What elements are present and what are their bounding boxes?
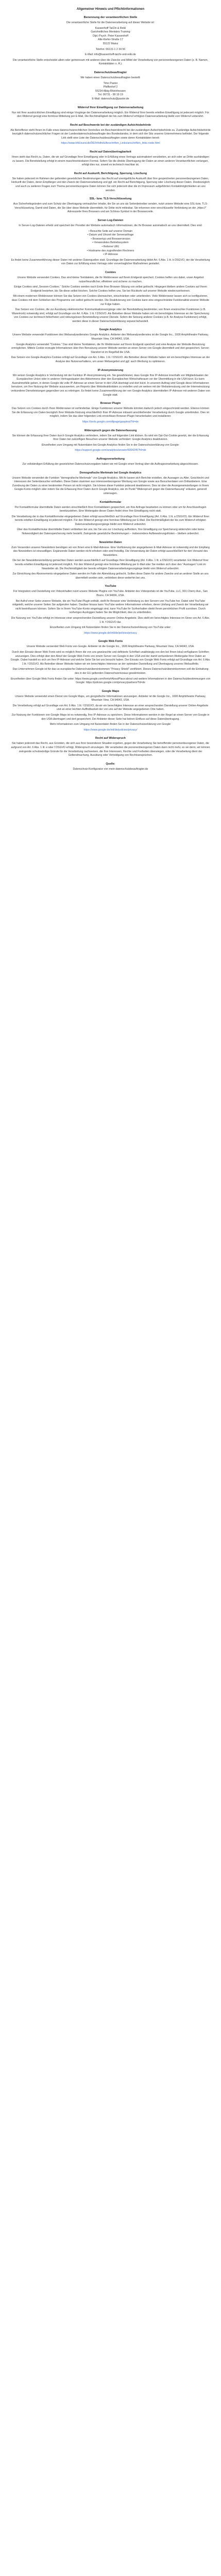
link-line <box>10 728 211 733</box>
section-heading: Google Web Fonts <box>98 640 123 643</box>
footer-text: Datenschutz-Konfigurator von mein-datenschutzbeauftragter.de <box>73 767 148 771</box>
section-heading: Auftragsverarbeitung <box>96 457 125 461</box>
section-paragraph: Das Setzen von Cookies durch Ihren Webbrowser ist verhinderbar. Einige Funktionen unserer Website könnten dadurch jedoch eingeschränkt werden. Ebenso können Sie die Erfassung von Daten bezüglich Ihrer Website-Nutzung einschließlich Ihrer IP-Adresse mitsamt anschließender Verarbeitung durch Google unterbinden. Dies ist möglich, indem Sie das über folgenden Link erreichbare Browser-Plugin herunterladen und installieren: <box>11 407 210 418</box>
section <box>10 500 211 536</box>
link-line <box>10 632 211 636</box>
section-paragraph: Einzelheiten zum Umgang mit Nutzerdaten finden Sie in der Datenschutzerklärung von YouTube unter: <box>49 626 172 630</box>
section <box>10 401 211 424</box>
section-paragraph: Einzelheiten über Google Web Fonts finden Sie unter: https://www.google.com/fonts#AboutPlace:about und weitere Informationen in den Datenschutzbestimmungen von Google: https://policies.google.com/privacy/partners?hl=de <box>10 677 211 685</box>
section-paragraph: Sie haben jederzeit das Recht, aus Gründen, die sich aus Ihrer besonderen Situation ergeben, gegen die Verarbeitung Sie betreffender personenbezogener Daten, die aufgrund von Art. 6 Abs. 1 lit. e oder f DSGVO erfolgt, Widerspruch einzulegen. Wir verarbeiten die personenbezogenen Daten dann nicht mehr, es sei denn, wir können zwingende schutzwürdige Gründe für die Verarbeitung nachweisen, die Ihre Interessen, Rechte und Freiheiten überwiegen, oder die Verarbeitung dient der Geltendmachung, Ausübung oder Verteidigung von Rechtsansprüchen. <box>11 742 210 757</box>
section-paragraph: Unsere Website verwendet Funktionen des Webanalysedienstes Google Analytics. Anbieter des Webanalysedienstes ist die Google Inc., 1600 Amphitheatre Parkway, Mountain View, CA 94043, USA. <box>12 333 209 341</box>
section-paragraph: Unsere Website verwendet Cookies. Das sind kleine Textdateien, die Ihr Webbrowser auf Ihrem Endgerät speichert. Cookies helfen uns dabei, unser Angebot nutzerfreundlicher, effektiver und sicherer zu machen. <box>17 276 204 283</box>
section-paragraph: Nur mit Ihrer ausdrücklichen Einwilligung sind einige Vorgänge der Datenverarbeitung möglich. Ein Widerruf Ihrer bereits erteilten Einwilligung ist jederzeit möglich. Für den Widerruf genügt eine formlose Mitteilung per E-Mail. Die Rechtmäßigkeit der bis zum Widerruf erfolgten Datenverarbeitung bleibt vom Widerruf unberührt. <box>12 111 209 118</box>
section <box>10 123 211 146</box>
address-block <box>10 82 211 101</box>
section-paragraph: Über das Kontaktformular übermittelte Daten verbleiben bei uns, bis Sie uns zur Löschung auffordern, Ihre Einwilligung zur Speicherung widerrufen oder keine Notwendigkeit der Datenspeicherung mehr besteht. Zwingende gesetzliche Bestimmungen – insbesondere Aufbewahrungsfristen – bleiben unberührt. <box>16 528 205 536</box>
footer-heading: Quelle: <box>106 762 115 766</box>
section-paragraph: Zum Versenden unseres Newsletters benötigen wir von Ihnen eine E-Mail-Adresse. Eine Verifizierung der angegebenen E-Mail-Adresse ist notwendig und der Empfang des Newsletters ist einzuwilligen. Ergänzende Daten werden nicht erhoben oder sind freiwillig. Die Verwendung der Daten erfolgt ausschließlich für den Versand des Newsletters. <box>11 546 210 557</box>
list-item: • Verwendetes Betriebssystem <box>10 241 211 245</box>
section-paragraph: Einzelheiten zum Umgang mit Nutzerdaten bei Google Analytics finden Sie in der Datenschutzerklärung von Google: <box>41 443 180 447</box>
section-heading: Cookies <box>105 270 116 274</box>
list-item: • Besuchte Seite auf unserer Domain <box>10 230 211 234</box>
section <box>10 540 211 581</box>
section-paragraph: Das Setzen von Google-Analytics-Cookies erfolgt auf Grundlage von Art. 6 Abs. 1 lit. f DSGVO. Als Betreiber dieser Website haben wir ein berechtigtes Interesse an der Analyse des Nutzerverhaltens, um unser Webangebot und ggf. auch Werbung zu optimieren. <box>11 356 210 364</box>
section-paragraph: Wir haben einen Datenschutzbeauftragten bestellt: <box>80 76 141 79</box>
section <box>10 736 211 757</box>
bullet-list <box>10 230 211 257</box>
section-paragraph: Mehr Informationen zum Umgang mit Nutzerdaten finden Sie in der Datenschutzerklärung von Google: <box>49 723 172 726</box>
section-paragraph: Das Setzen von Cookies, die zur Ausübung elektronischer Kommunikationsvorgänge oder der Bereitstellung bestimmter, von Ihnen erwünschter Funktionen (z.B. Warenkorb) notwendig sind, erfolgt auf Grundlage von Art. 6 Abs. 1 lit. f DSGVO. Als Betreiber dieser Website haben wir ein berechtigtes Interesse an der Speicherung von Cookies zur technisch fehlerfreien und reibungslosen Bereitstellung unserer Dienste. Sofern die Setzung anderer Cookies (z.B. für Analyse-Funktionen) erfolgt, werden diese in dieser Datenschutzerklärung separat behandelt. <box>12 308 209 323</box>
address-line: 55122 Mainz <box>103 42 118 45</box>
section <box>10 584 211 635</box>
section-paragraph: Google Analytics verwendet "Cookies." Das sind kleine Textdateien, die Ihr Webbrowser auf Ihrem Endgerät speichert und eine Analyse der Website-Benutzung ermöglichen. Mittels Cookie erzeugte Informationen über Ihre Benutzung unserer Website werden an einen Server von Google übermittelt und dort gespeichert. Server-Standort ist im Regelfall die USA. <box>11 343 210 354</box>
section <box>10 71 211 101</box>
address-line: Kassenhoff TaiChi & Reiki <box>95 26 126 30</box>
section <box>10 197 211 214</box>
section-paragraph: Sie haben jederzeit im Rahmen der geltenden gesetzlichen Bestimmungen das Recht auf unentgeltliche Auskunft über Ihre gespeicherten personenbezogenen Daten, Herkunft der Daten, deren Empfänger und den Zweck der Datenverarbeitung und ggf. ein Recht auf Berichtigung, Sperrung oder Löschung dieser Daten. Diesbezüglich und auch zu weiteren Fragen zum Thema personenbezogene Daten können Sie sich jederzeit über die im Impressum aufgeführten Kontaktmöglichkeiten an uns wenden. <box>11 177 210 192</box>
section-paragraph: Bei Aufruf einer Seite unserer Website, die ein YouTube-Plugin enthält, stellt Ihr Browser eine Verbindung zu den Servern von YouTube her. Dabei wird YouTube mitgeteilt, welche unserer Seiten Sie aufgerufen haben. Darüber hinaus kann YouTube weitere Informationen erheben, deren Umfang und Zweck der Verarbeitung wir nicht beeinflussen können. Sofern Sie in Ihrem YouTube-Konto eingeloggt sind, kann YouTube Ihr Surfverhalten direkt Ihrem persönlichen Profil zuordnen. Durch vorheriges Ausloggen haben Sie die Möglichkeit, dies zu unterbinden. <box>12 599 209 615</box>
section-heading: IP-Anonymisierung <box>97 368 124 372</box>
section-paragraph: Wir setzen Google Analytics in Verbindung mit der Funktion IP-Anonymisierung ein. Sie gewährleistet, dass Google Ihre IP-Adresse innerhalb von Mitgliedstaaten der Europäischen Union oder in anderen Vertragsstaaten des Abkommens über den Europäischen Wirtschaftsraum vor der Übermittlung in die USA kürzt. Es kann Ausnahmefälle geben, in denen Google die volle IP-Adresse an einen Server in den USA überträgt und dort kürzt. In unserem Auftrag wird Google diese Informationen benutzen, um Ihre Nutzung der Website auszuwerten, um Reports über Websiteaktivitäten zu erstellen und um weitere mit der Websitenutzung und der Internetnutzung verbundene Dienstleistungen gegenüber uns zu erbringen. Es findet keine Zusammenführung der von Google Analytics übermittelten IP-Adresse mit anderen Daten von Google statt. <box>11 374 210 397</box>
address-line: 55234 Albig-Rheinhessen <box>95 89 126 93</box>
section-paragraph: Die verantwortliche Stelle für die Datenverarbeitung auf dieser Website ist: <box>66 21 155 24</box>
address-line: Ganzheitliches Mentales Training <box>91 30 130 34</box>
section-paragraph: Als Betroffener steht Ihnen im Falle eines datenschutzrechtlichen Verstoßes ein Beschwerderecht bei der zuständigen Aufsichtsbehörde zu. Zuständige Aufsichtsbehörde bezüglich datenschutzrechtlicher Fragen ist der Landesdatenschutzbeauftragte des Bundeslandes, in dem sich der Sitz unseres Unternehmens befindet. Der folgende Link stellt eine Liste der Datenschutzbeauftragten sowie deren Kontaktdaten bereit: <box>10 128 211 140</box>
section-heading: Recht auf Auskunft, Berichtigung, Sperrung, Löschung <box>74 172 147 175</box>
section <box>10 172 211 193</box>
section-heading: Recht auf Beschwerde bei der zuständigen Aufsichtsbehörde <box>70 123 151 127</box>
section-heading: Server-Log-Dateien <box>97 219 124 222</box>
section-paragraph: Aus Sicherheitsgründen und zum Schutz der Übertragung vertraulicher Inhalte, die Sie an uns als Seitenbetreiber senden, nutzt unsere Website eine SSL-bzw. TLS-Verschlüsselung. Damit sind Daten, die Sie über diese Website übermitteln, für Dritte nicht mitlesbar. Sie erkennen eine verschlüsselte Verbindung an der „https://“ Adresszeile Ihres Browsers und am Schloss-Symbol in der Browserzeile. <box>13 202 208 214</box>
section-paragraph: Einige Cookies sind „Session-Cookies.“ Solche Cookies werden nach Ende Ihrer Browser-Sitzung von selbst gelöscht. Hingegen bleiben andere Cookies auf Ihrem Endgerät bestehen, bis Sie diese selbst löschen. Solche Cookies helfen uns, Sie bei Rückkehr auf unserer Website wiederzuerkennen. <box>14 285 207 293</box>
section-paragraph: In Server-Log-Dateien erhebt und speichert der Provider der Website automatisch Informationen, die Ihr Browser automatisch an uns übermittelt. Dies sind: <box>19 224 202 227</box>
section-paragraph: Zur vollständigen Erfüllung der gesetzlichen Datenschutzvorgaben haben wir mit Google einen Vertrag über die Auftragsverarbeitung abgeschlossen. <box>22 462 199 466</box>
address-line: Pfaffenhof 2 <box>103 86 118 89</box>
section-paragraph: Zur Nutzung der Funktionen von Google Maps ist es notwendig, Ihre IP-Adresse zu speichern. Diese Informationen werden in der Regel an einen Server von Google in den USA übertragen und dort gespeichert. Der Anbieter dieser Seite hat keinen Einfluss auf diese Datenübertragung. <box>11 714 210 721</box>
section-paragraph: Die Verarbeitung der in das Kontaktformular eingegebenen Daten erfolgt ausschließlich auf Grundlage Ihrer Einwilligung (Art. 6 Abs. 1 lit. a DSGVO). Ein Widerruf Ihrer bereits erteilten Einwilligung ist jederzeit möglich. Für den Widerruf genügt eine formlose Mitteilung per E-Mail. Die Rechtmäßigkeit der bis zum Widerruf erfolgten Datenverarbeitungsvorgänge bleibt vom Widerruf unberührt. <box>11 515 210 526</box>
section-heading: Newsletter-Daten <box>99 540 122 544</box>
section-paragraph: Unsere Website verwendet einen Dienst von Google Maps, um geografische Informationen anzuzeigen. Anbieter ist die Google Inc., 1600 Amphitheatre Parkway, Mountain View, CA 94043, USA. <box>15 694 206 702</box>
section-paragraph: Unsere Website verwendet Web Fonts von Google. Anbieter ist die Google Inc., 1600 Amphitheatre Parkway, Mountain View, CA 94043, USA. <box>26 645 195 649</box>
section <box>10 106 211 119</box>
section <box>10 15 211 66</box>
section-heading: SSL- bzw. TLS-Verschlüsselung <box>89 197 132 201</box>
address-line: E-Mail: datenschutz@pastor.de <box>92 97 129 100</box>
section-heading: YouTube <box>105 585 116 588</box>
section-paragraph: Sie können die Erfassung Ihrer Daten durch Google Analytics verhindern, indem Sie auf folgenden Link klicken. Es wird ein Opt-Out-Cookie gesetzt, der die Erfassung Ihrer Daten bei zukünftigen Besuchen unserer Website verhindert: Google Analytics deaktivieren. <box>12 434 209 442</box>
address-line: Tel. 06731 - 99 19 19 <box>98 93 123 97</box>
section-heading: Recht auf Datenübertragbarkeit <box>90 150 131 154</box>
section-paragraph: Unsere Website verwendet die Funktion "demografische Merkmale" von Google Analytics. Mit ihr lassen sich Berichte erstellen, die Aussagen zu Alter, Geschlecht und Interessen der Seitenbesucher enthalten. Diese Daten stammen aus interessenbezogener Werbung von Google sowie aus Besucherdaten von Drittanbietern. Eine Zuordnung der Daten zu einer bestimmten Person ist nicht möglich. Sie können diese Funktion jederzeit deaktivieren. Dies ist über die Anzeigeneinstellungen in Ihrem Google-Konto möglich oder indem Sie die Erfassung Ihrer Daten durch Google Analytics, wie im Punkt "Widerspruch gegen die Datenerfassung" erläutert, generell untersagen. <box>12 476 209 495</box>
section-heading: Widerruf Ihrer Einwilligung zur Datenverarbeitung <box>77 106 144 109</box>
section-paragraph: Das Unternehmen Google ist für das us-europäische Datenschutzübereinkommen "Privacy Shield" zertifiziert. Dieses Datenschutzübereinkommen soll die Einhaltung des in der EU geltenden Datenschutzniveaus gewährleisten. <box>12 668 209 675</box>
section-paragraph: Mit einem modernen Webbrowser können Sie das Setzen von Cookies überwachen, einschränken oder unterbinden. Viele Webbrowser lassen sich so konfigurieren, dass Cookies mit dem Schließen des Programms von selbst gelöscht werden. Die Deaktivierung von Cookies kann eine eingeschränkte Funktionalität unserer Website zur Folge haben. <box>11 295 210 306</box>
section-heading: Widerspruch gegen die Datenerfassung <box>84 429 137 432</box>
link-line <box>10 142 211 146</box>
section-paragraph: Es findet keine Zusammenführung dieser Daten mit anderen Datenquellen statt. Grundlage der Datenverarbeitung bildet Art. 6 Abs. 1 lit. b DSGVO, der die Verarbeitung von Daten zur Erfüllung eines Vertrags oder vorvertraglicher Maßnahmen gestattet. <box>11 258 210 266</box>
address-line: Dipl.-Psych. Peter Kassenhoff <box>93 34 128 38</box>
section-paragraph: Die bei der Newsletteranmeldung gemachten Daten werden ausschließlich auf Grundlage Ihrer Einwilligung (Art. 6 Abs. 1 lit. a DSGVO) verarbeitet. Ein Widerruf Ihrer bereits erteilten Einwilligung ist jederzeit möglich. Für den Widerruf genügt eine formlose Mitteilung per E-Mail oder Sie melden sich über den "Austragen"-Link im Newsletter ab. Die Rechtmäßigkeit der bereits erfolgten Datenverarbeitungsvorgänge bleibt vom Widerruf unberührt. <box>12 559 209 570</box>
footer-section <box>10 762 211 772</box>
page-title: Allgemeiner Hinweis und Pflichtinformationen <box>76 8 145 11</box>
address-block <box>10 27 211 46</box>
list-item: • IP-Adresse <box>10 253 211 257</box>
external-link[interactable]: https://www.google.de/intl/de/policies/privacy <box>84 631 137 635</box>
list-item: • Referrer URL <box>10 245 211 249</box>
section <box>10 639 211 685</box>
external-link[interactable]: https://support.google.com/analytics/answer/6004245?hl=de <box>75 449 146 452</box>
external-link[interactable]: https://tools.google.com/dlpage/gaoptout?hl=de <box>82 420 139 423</box>
section-paragraph: Für Integration und Darstellung von Videoinhalten nutzt unsere Website Plugins von YouTube. Anbieter des Videoportals ist die YouTube, LLC, 901 Cherry Ave., San Bruno, CA 94066, USA. <box>13 590 208 597</box>
section-paragraph: Zur Einrichtung des Abonnements eingegebene Daten werden im Falle der Abmeldung gelöscht. Sollten diese Daten für andere Zwecke und an anderer Stelle an uns übermittelt worden sein, verbleiben diese weiterhin bei uns. <box>12 572 209 580</box>
section-heading: Datenschutzbeauftragter <box>94 71 127 74</box>
section-paragraph: Die verantwortliche Stelle entscheidet allein oder gemeinsam mit anderen über die Zwecke und Mittel der Verarbeitung von personenbezogenen Daten (z. B. Namen, Kontaktdaten o. Ä.). <box>12 58 209 66</box>
section <box>10 328 211 364</box>
section-paragraph: Die Verarbeitung erfolgt auf Grundlage von Art. 6 Abs. 1 lit. f DSGVO, da wir ein berechtigtes Interesse an einer ansprechenden Darstellung unserer Online-Angebote und an einer leichten Auffindbarkeit der von uns auf der Website angegebenen Orte haben. <box>12 704 209 711</box>
external-link[interactable]: https://www.google.de/intl/de/policies/privacy/ <box>83 728 138 732</box>
section-paragraph: Telefon: 06131-1 2 34 56 <box>95 47 126 51</box>
section-paragraph: Die Nutzung von YouTube erfolgt im Interesse einer ansprechenden Darstellung unserer Online-Angebote. Dies stellt ein berechtigtes Interesse im Sinne von Art. 6 Abs. 1 lit. f DSGVO dar. <box>11 616 210 624</box>
address-line: Timo Pastor <box>103 81 118 85</box>
section-paragraph: E-Mail: info@kassenhoff-taichi-und-reiki.de <box>85 53 136 57</box>
section <box>10 150 211 167</box>
list-item: • Hostname des zugreifenden Rechners <box>10 249 211 253</box>
privacy-policy-page <box>0 0 221 782</box>
section-heading: Recht auf Widerspruch <box>95 737 126 740</box>
section <box>10 471 211 496</box>
address-line: Alte-Kiefer-Straße 17 <box>98 38 123 42</box>
section <box>10 429 211 453</box>
section-heading: Google Analytics <box>99 328 122 332</box>
section-heading: Browser Plugin <box>100 402 121 405</box>
section-heading: Benennung der verantwortlichen Stelle <box>83 16 138 19</box>
external-link[interactable]: https://www.bfdi.bund.de/DE/Infothek/Anschriften_Links/anschriften_links-node.html <box>61 142 160 145</box>
section <box>10 457 211 467</box>
section-paragraph: Ihnen steht das Recht zu, Daten, die wir auf Grundlage Ihrer Einwilligung oder in Erfüllung eines Vertrags automatisiert verarbeiten, an sich oder an Dritte aushändigen zu lassen. Die Bereitstellung erfolgt in einem maschinenlesbaren Format. Sofern Sie die direkte Übertragung der Daten an einen anderen Verantwortlichen verlangen, erfolgt dies nur, soweit es technisch machbar ist. <box>12 156 209 167</box>
section-heading: Demografische Merkmale bei Google Analytics <box>79 471 142 474</box>
section <box>10 368 211 398</box>
list-item: • Browsertyp und Browserversion <box>10 238 211 242</box>
section-heading: Google Maps <box>101 689 120 693</box>
section <box>10 689 211 733</box>
link-line <box>10 420 211 425</box>
section-heading: Kontaktformular <box>99 500 122 504</box>
list-item: • Datum und Uhrzeit der Serveranfrage <box>10 233 211 238</box>
section-paragraph: Durch den Einsatz dieser Web Fonts wird es möglich Ihnen die von uns gewünschte und definierte Schriftart unabhängig von den bei Ihnen lokal verfügbaren Schriften anzuzeigen. Dies erfolgt über den Abruf der Google Web Fonts von einem Server von Google in den USA und der damit verbundenen Weitergabe Ihrer Daten an Google. Dabei handelt es sich um Ihre IP-Adresse und welche Seite Sie bei uns besucht haben. Der Einsatz von Google Web Fonts erfolgt auf Grundlage von Art. 6 Abs. 1 lit. f DSGVO. Als Betreiber dieser Website haben wir ein berechtigtes Interesse an der optimalen Darstellung und Übertragung unseres Webauftritts. <box>10 650 211 666</box>
sections-container <box>10 15 211 758</box>
section-paragraph: Per Kontaktformular übermittelte Daten werden einschließlich Ihrer Kontaktdaten gespeichert, um Ihre Anfrage bearbeiten zu können oder um für Anschlussfragen bereitzustehen. Eine Weitergabe dieser Daten findet ohne Ihre Einwilligung nicht statt. <box>14 505 207 513</box>
section <box>10 270 211 324</box>
link-line <box>10 449 211 453</box>
section <box>10 218 211 266</box>
